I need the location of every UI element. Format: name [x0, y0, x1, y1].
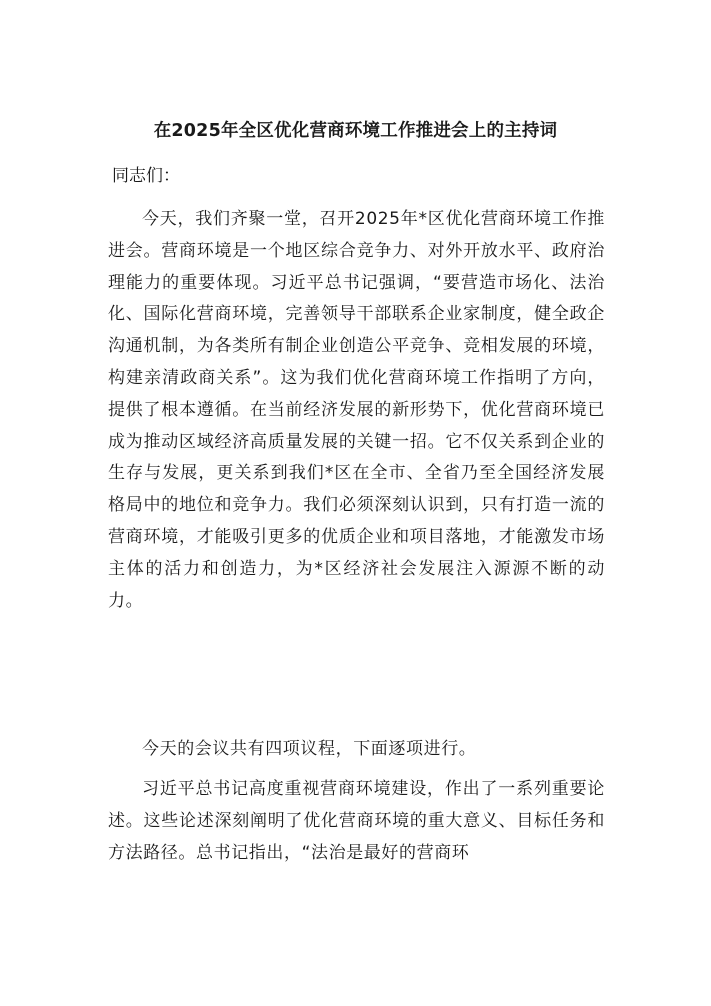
- document-title: 在2025年全区优化营商环境工作推进会上的主持词: [153, 121, 558, 141]
- paragraph-3: 习近平总书记高度重视营商环境建设，作出了一系列重要论述。这些论述深刻阐明了优化营商环境的重大意义、目标任务和方法路径。总书记指出，“法治是最好的营商环: [108, 779, 605, 863]
- salutation: 同志们：: [112, 166, 180, 186]
- paragraph-1: 今天，我们齐聚一堂，召开2025年*区优化营商环境工作推进会。营商环境是一个地区综合竞争力、对外开放水平、政府治理能力的重要体现。习近平总书记强调，“要营造市场化、法治化、国际化营商环境，完善领导干部联系企业家制度，健全政企沟通机制，为各类所有制企业创造公平竞争、竞相发展的环境，构建亲清政商关系”。这为我们优化营商环境工作指明了方向，提供了根本遵循。在当前经济发展的新形势下，优化营商环境已成为推动区域经济高质量发展的关键一招。它不仅关系到企业的生存与发展，更关系到我们*区在全市、全省乃至全国经济发展格局中的地位和竞争力。我们必须深刻认识到，只有打造一流的营商环境，才能吸引更多的优质企业和项目落地，才能激发市场主体的活力和创造力，为*区经济社会发展注入源源不断的动力。: [108, 209, 605, 611]
- paragraph-2: 今天的会议共有四项议程，下面逐项进行。: [142, 739, 477, 759]
